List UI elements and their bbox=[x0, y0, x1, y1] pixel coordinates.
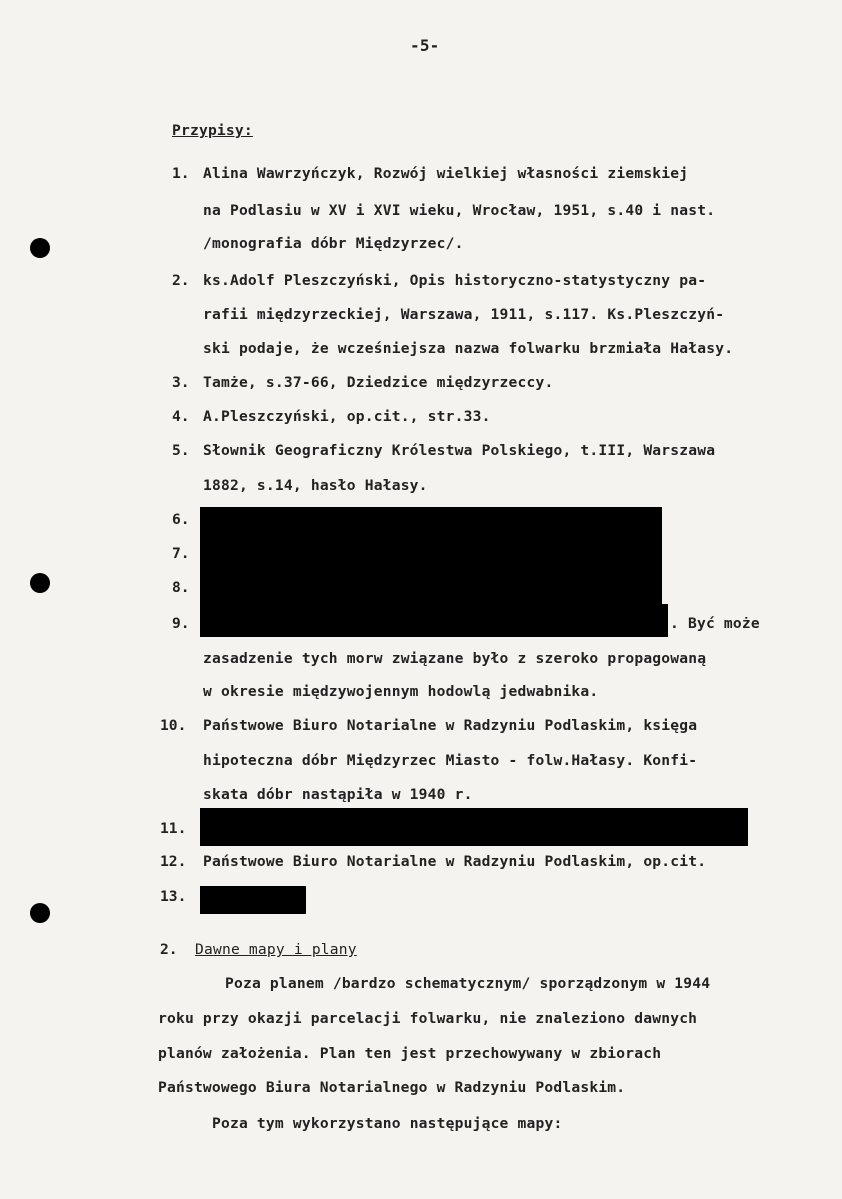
footnote-number: 6. bbox=[172, 511, 190, 528]
redaction-block bbox=[200, 507, 662, 607]
redaction-block bbox=[200, 604, 668, 637]
footnote-number: 13. bbox=[160, 888, 187, 905]
footnote-line: Państwowe Biuro Notarialne w Radzyniu Podlaskim, księga bbox=[203, 717, 698, 734]
punch-hole bbox=[30, 238, 50, 258]
section-number: 2. bbox=[160, 941, 178, 958]
punch-hole bbox=[30, 903, 50, 923]
footnote-line: skata dóbr nastąpiła w 1940 r. bbox=[203, 786, 473, 803]
footnote-line: rafii międzyrzeckiej, Warszawa, 1911, s.117. Ks.Pleszczyń- bbox=[203, 306, 725, 323]
footnote-line: /monografia dóbr Międzyrzec/. bbox=[203, 235, 464, 252]
footnotes-heading: Przypisy: bbox=[172, 122, 253, 139]
paragraph-line: roku przy okazji parcelacji folwarku, nie znaleziono dawnych bbox=[158, 1010, 698, 1027]
footnote-line: Państwowe Biuro Notarialne w Radzyniu Podlaskim, op.cit. bbox=[203, 853, 707, 870]
footnote-line: ks.Adolf Pleszczyński, Opis historyczno-statystyczny pa- bbox=[203, 272, 707, 289]
footnote-line: Alina Wawrzyńczyk, Rozwój wielkiej własności ziemskiej bbox=[203, 165, 689, 182]
footnote-line: w okresie międzywojennym hodowlą jedwabnika. bbox=[203, 683, 599, 700]
footnote-line: zasadzenie tych morw związane było z szeroko propagowaną bbox=[203, 650, 707, 667]
footnote-number: 1. bbox=[172, 165, 190, 182]
footnote-number: 3. bbox=[172, 374, 190, 391]
footnote-number: 4. bbox=[172, 408, 190, 425]
paragraph-line: Poza planem /bardzo schematycznym/ sporządzonym w 1944 bbox=[225, 975, 711, 992]
footnote-line: ski podaje, że wcześniejsza nazwa folwarku brzmiała Hałasy. bbox=[203, 340, 734, 357]
footnote-number: 5. bbox=[172, 442, 190, 459]
footnote-number: 2. bbox=[172, 272, 190, 289]
paragraph-line: Poza tym wykorzystano następujące mapy: bbox=[212, 1115, 563, 1132]
page-number: -5- bbox=[410, 36, 440, 55]
redaction-block bbox=[200, 886, 306, 914]
paragraph-line: planów założenia. Plan ten jest przechowywany w zbiorach bbox=[158, 1045, 662, 1062]
punch-hole bbox=[30, 573, 50, 593]
footnote-number: 7. bbox=[172, 545, 190, 562]
footnote-number: 12. bbox=[160, 853, 187, 870]
footnote-number: 11. bbox=[160, 820, 187, 837]
footnote-line: hipoteczna dóbr Międzyrzec Miasto - folw.Hałasy. Konfi- bbox=[203, 752, 698, 769]
section-title: Dawne mapy i plany bbox=[195, 941, 357, 958]
footnote-line: Tamże, s.37-66, Dziedzice międzyrzeccy. bbox=[203, 374, 554, 391]
footnote-number: 8. bbox=[172, 579, 190, 596]
footnote-line: Słownik Geograficzny Królestwa Polskiego, t.III, Warszawa bbox=[203, 442, 716, 459]
footnote-number: 10. bbox=[160, 717, 187, 734]
footnote-line: na Podlasiu w XV i XVI wieku, Wrocław, 1951, s.40 i nast. bbox=[203, 202, 716, 219]
footnote-number: 9. bbox=[172, 615, 190, 632]
paragraph-line: Państwowego Biura Notarialnego w Radzyniu Podlaskim. bbox=[158, 1079, 626, 1096]
footnote-line: A.Pleszczyński, op.cit., str.33. bbox=[203, 408, 491, 425]
redaction-block bbox=[200, 808, 748, 846]
footnote-line: 1882, s.14, hasło Hałasy. bbox=[203, 477, 428, 494]
footnote-line: . Być może bbox=[670, 615, 760, 632]
